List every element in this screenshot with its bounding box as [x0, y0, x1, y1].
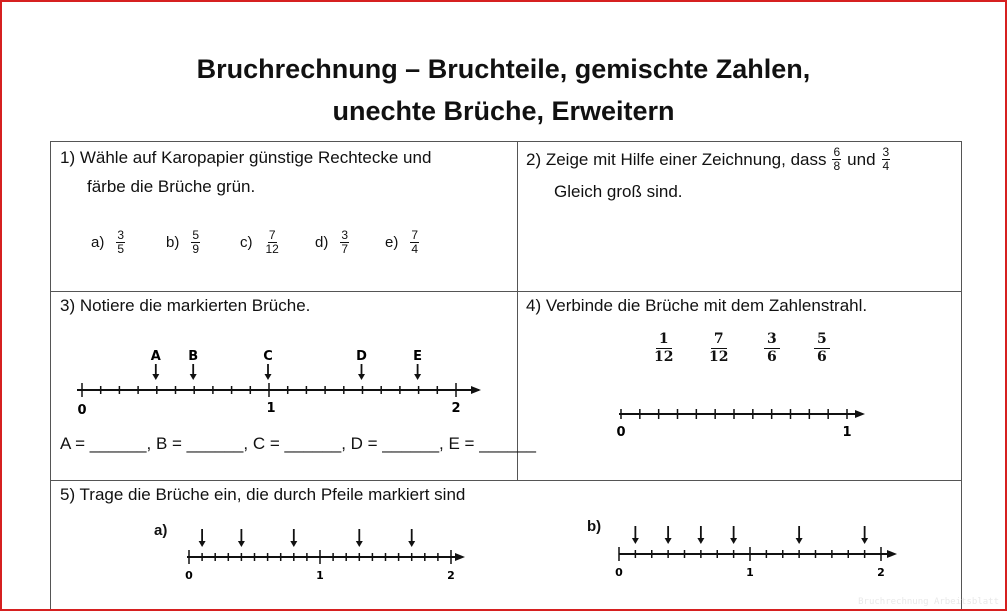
task3-number-line [71, 342, 491, 422]
marker-c-head [265, 374, 272, 380]
marker-label-d: D [356, 349, 367, 364]
grid-divider-row1 [51, 291, 961, 292]
markers [632, 526, 868, 544]
watermark: Bruchrechnung Arbeitsblatt [858, 597, 999, 607]
task4-heading: 4) Verbinde die Brüche mit dem Zahlenstrahl. [526, 296, 868, 315]
task4-fraction-3-6[interactable]: $\frac{3}{6}$ [764, 331, 780, 366]
marker-label-b: B [188, 349, 199, 364]
task4-number-line [611, 402, 871, 442]
marker-a-head [152, 374, 159, 380]
fraction: $\frac{3}{5}$ [117, 228, 125, 256]
axis-label-0: 0 [615, 566, 623, 579]
task-grid [50, 141, 962, 611]
axis-ticks [189, 550, 451, 564]
marker-label-a: A [150, 349, 161, 364]
task1-option-b: b) $\frac{5}{9}$ [166, 228, 200, 256]
task1-option-a: a) $\frac{3}{5}$ [91, 228, 125, 256]
task2-line2: Gleich groß sind. [554, 182, 683, 201]
marker-e-head [414, 374, 421, 380]
axis-label-1: 1 [316, 569, 324, 582]
fraction: $\frac{7}{4}$ [411, 228, 419, 256]
grid-divider-row2 [51, 480, 961, 481]
fraction: $\frac{5}{9}$ [192, 228, 200, 256]
task5b-number-line [613, 524, 903, 579]
axis-label-2: 2 [447, 569, 455, 582]
task1-option-d: d) $\frac{3}{7}$ [315, 228, 349, 256]
task1-option-e: e) $\frac{7}{4}$ [385, 228, 419, 256]
task1-line1: 1) Wähle auf Karopapier günstige Rechtecke und [60, 148, 432, 167]
axis-arrowhead [855, 410, 865, 418]
marker-b-head [190, 374, 197, 380]
marker-d-head [358, 374, 365, 380]
axis-label-1: 1 [842, 425, 852, 440]
axis-label-0: 0 [77, 403, 87, 418]
axis-ticks [82, 383, 456, 397]
fraction-3-4: $\frac{3}{4}$ [882, 145, 890, 173]
arrow-b3-head [697, 538, 704, 544]
arrow-b5-head [796, 538, 803, 544]
task1-line2: färbe die Brüche grün. [87, 177, 256, 196]
marker-label-e: E [413, 349, 423, 364]
task4-fraction-1-12[interactable]: $\frac{1}{12}$ [654, 331, 674, 365]
fraction-6-8: $\frac{6}{8}$ [833, 145, 841, 173]
arrow-a2-head [238, 541, 245, 547]
arrow-a4-head [356, 541, 363, 547]
task4-fraction-5-6[interactable]: $\frac{5}{6}$ [814, 331, 830, 366]
axis-label-2: 2 [451, 401, 461, 416]
arrow-b2-head [665, 538, 672, 544]
fraction: $\frac{3}{7}$ [341, 228, 349, 256]
arrow-b1-head [632, 538, 639, 544]
task5a-number-line [181, 527, 471, 582]
task5-part-b-label: b) [587, 518, 602, 535]
arrow-a1-head [199, 541, 206, 547]
axis-label-2: 2 [877, 566, 885, 579]
task1-option-c: c) $\frac{7}{12}$ [240, 228, 279, 256]
task5-part-a-label: a) [154, 522, 168, 539]
axis-arrowhead [455, 553, 465, 561]
task5-heading: 5) Trage die Brüche ein, die durch Pfeile markiert sind [60, 485, 466, 504]
task4-fraction-7-12[interactable]: $\frac{7}{12}$ [709, 331, 729, 365]
page-title-line2: unechte Brüche, Erweitern [332, 96, 675, 126]
task3-heading: 3) Notiere die markierten Brüche. [60, 296, 311, 315]
axis-label-1: 1 [746, 566, 754, 579]
arrow-a5-head [408, 541, 415, 547]
task3-answer-line[interactable]: A = ______, B = ______, C = ______, D = ______, E = ______ [60, 434, 536, 453]
axis-label-1: 1 [266, 401, 276, 416]
axis-arrowhead [887, 550, 897, 558]
axis-label-0: 0 [616, 425, 626, 440]
markers [199, 529, 416, 547]
markers [151, 349, 422, 380]
arrow-b6-head [861, 538, 868, 544]
axis-arrowhead [471, 386, 481, 394]
fraction: $\frac{7}{12}$ [265, 228, 279, 256]
axis-label-0: 0 [185, 569, 193, 582]
task2-line1: 2) Zeige mit Hilfe einer Zeichnung, dass $\frac{6}{8}$ und $\frac{3}{4}$ [526, 145, 890, 173]
grid-divider-column [517, 142, 518, 480]
page-title-line1: Bruchrechnung – Bruchteile, gemischte Zahlen, [196, 54, 811, 84]
marker-label-c: C [263, 349, 273, 364]
arrow-b4-head [730, 538, 737, 544]
arrow-a3-head [290, 541, 297, 547]
